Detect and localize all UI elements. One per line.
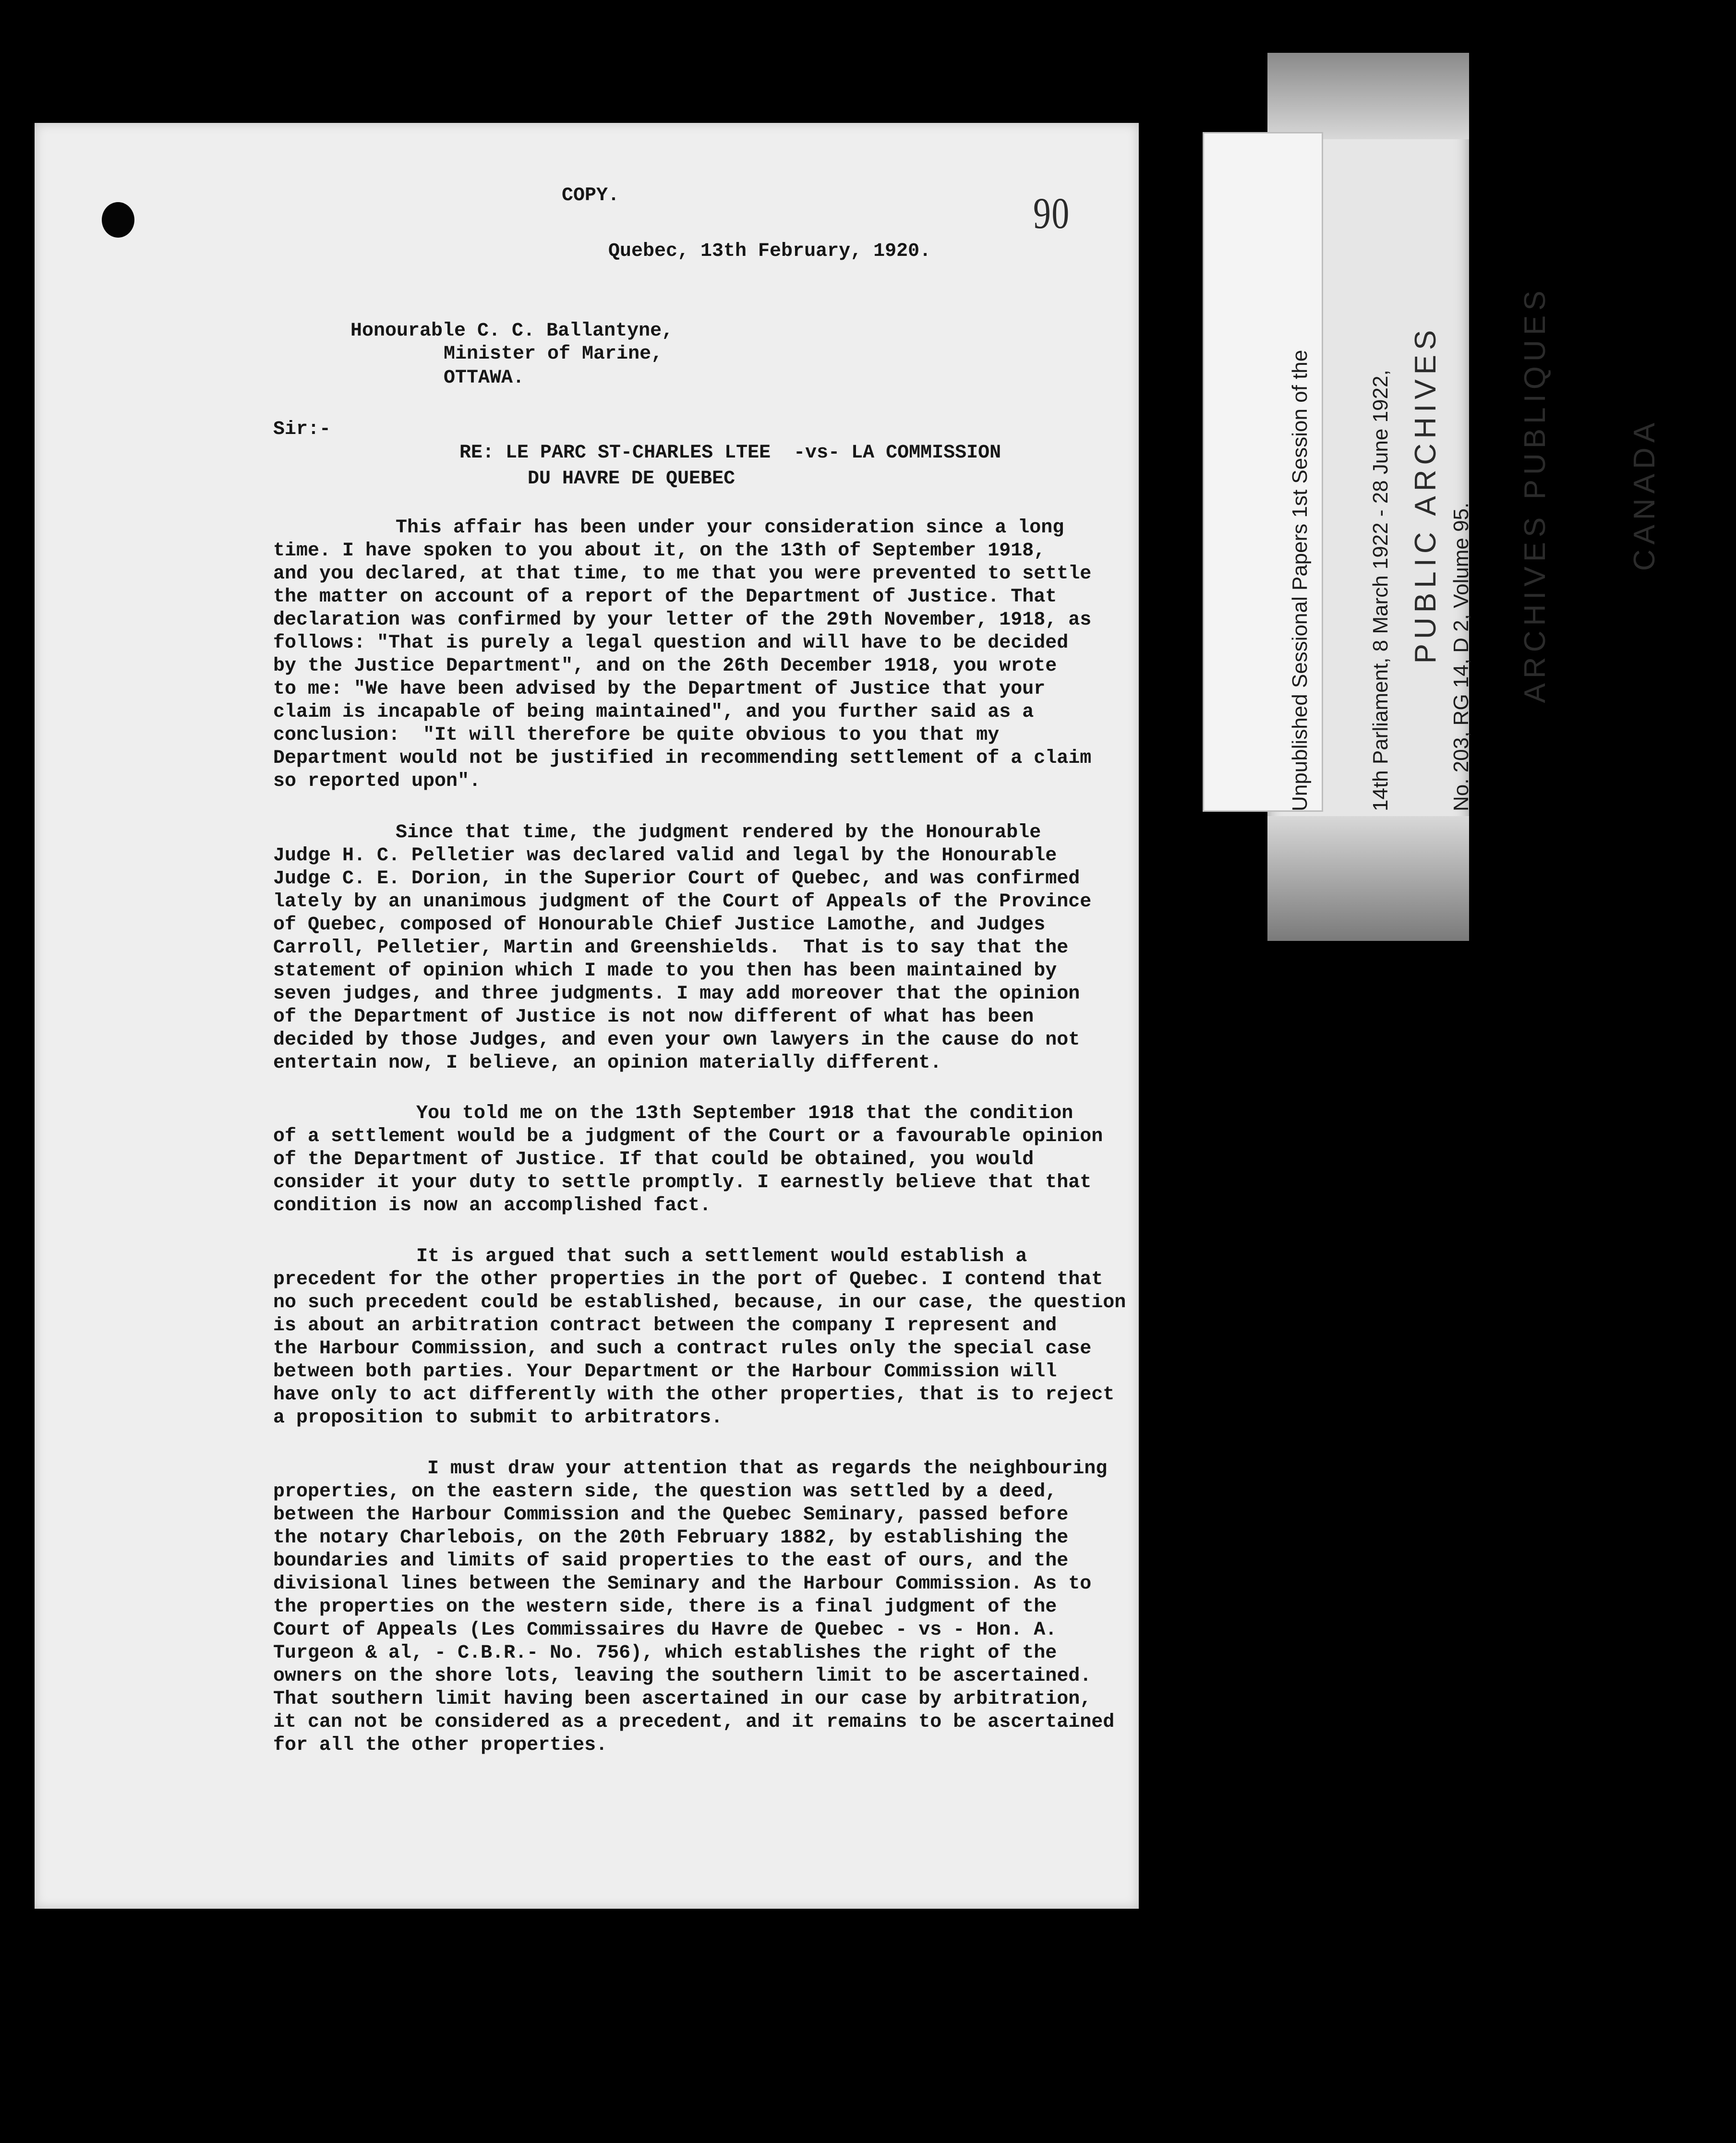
body-line: for all the other properties. (273, 1734, 608, 1756)
body-line: it can not be considered as a precedent, and it remains to be ascertained (273, 1711, 1115, 1733)
body-line: follows: "That is purely a legal question and will have to be decided (273, 632, 1069, 654)
body-line: decided by those Judges, and even your own lawyers in the cause do not (273, 1029, 1080, 1051)
body-line: You told me on the 13th September 1918 that the condition (416, 1103, 1073, 1124)
body-line: lately by an unanimous judgment of the Court of Appeals of the Province (273, 891, 1092, 913)
body-line: time. I have spoken to you about it, on the 13th of September 1918, (273, 540, 1046, 562)
body-line: Court of Appeals (Les Commissaires du Havre de Quebec - vs - Hon. A. (273, 1619, 1057, 1641)
body-line: claim is incapable of being maintained", and you further said as a (273, 701, 1034, 723)
letter-page (35, 123, 1139, 1909)
body-line: owners on the shore lots, leaving the southern limit to be ascertained. (273, 1665, 1092, 1687)
body-line: no such precedent could be established, because, in our case, the question (273, 1292, 1126, 1313)
body-line: It is argued that such a settlement would establish a (416, 1246, 1027, 1267)
addressee-line: OTTAWA. (444, 367, 525, 389)
body-line: seven judges, and three judgments. I may add moreover that the opinion (273, 983, 1080, 1005)
body-line: to me: "We have been advised by the Department of Justice that your (273, 678, 1046, 700)
body-line: is about an arbitration contract between the company I represent and (273, 1315, 1057, 1336)
body-line: divisional lines between the Seminary and the Harbour Commission. As to (273, 1573, 1092, 1595)
archives-stamp (1335, 278, 1736, 710)
body-line: of Quebec, composed of Honourable Chief Justice Lamothe, and Judges (273, 914, 1046, 936)
body-line: precedent for the other properties in the port of Quebec. I contend that (273, 1269, 1103, 1290)
body-line: Judge C. E. Dorion, in the Superior Court of Quebec, and was confirmed (273, 868, 1080, 890)
strip-shadow-bottom (1267, 816, 1469, 941)
body-line: boundaries and limits of said properties to the east of ours, and the (273, 1550, 1069, 1572)
punch-hole (102, 202, 134, 238)
body-line: the notary Charlebois, on the 20th February 1882, by establishing the (273, 1527, 1069, 1549)
body-line: Turgeon & al, - C.B.R.- No. 756), which establishes the right of the (273, 1642, 1057, 1664)
addressee-line: Honourable C. C. Ballantyne, (350, 320, 674, 342)
addressee-line: Minister of Marine, (444, 343, 663, 365)
body-line: of the Department of Justice is not now different of what has been (273, 1006, 1034, 1028)
body-line: between both parties. Your Department or the Harbour Commission will (273, 1361, 1057, 1383)
strip-shadow-top (1267, 53, 1469, 139)
body-line: by the Justice Department", and on the 26th December 1918, you wrote (273, 655, 1057, 677)
citation-line: 14th Parliament, 8 March 1922 - 28 June 1922, (1369, 370, 1392, 811)
body-line: a proposition to submit to arbitrators. (273, 1407, 723, 1429)
body-line: between the Harbour Commission and the Quebec Seminary, passed before (273, 1504, 1069, 1526)
body-line: so reported upon". (273, 771, 481, 792)
body-line: the Harbour Commission, and such a contract rules only the special case (273, 1338, 1092, 1360)
body-line: and you declared, at that time, to me that you were prevented to settle (273, 563, 1092, 585)
body-line: conclusion: "It will therefore be quite obvious to you that my (273, 724, 1000, 746)
subject-line: DU HAVRE DE QUEBEC (528, 468, 735, 490)
body-line: Judge H. C. Pelletier was declared valid and legal by the Honourable (273, 845, 1057, 867)
body-line: statement of opinion which I made to you then has been maintained by (273, 960, 1057, 982)
body-line: I must draw your attention that as regards the neighbouring (427, 1458, 1108, 1480)
body-line: entertain now, I believe, an opinion materially different. (273, 1052, 942, 1074)
body-line: declaration was confirmed by your letter of the 29th November, 1918, as (273, 609, 1092, 631)
body-line: condition is now an accomplished fact. (273, 1195, 711, 1216)
stamp-line: CANADA (1628, 418, 1661, 571)
body-line: of a settlement would be a judgment of the Court or a favourable opinion (273, 1126, 1103, 1147)
copy-heading: COPY. (562, 185, 620, 206)
body-line: properties, on the eastern side, the question was settled by a deed, (273, 1481, 1057, 1503)
body-line: This affair has been under your consideration since a long (396, 517, 1064, 539)
subject-line: RE: LE PARC ST-CHARLES LTEE -vs- LA COMMISSION (459, 442, 1001, 464)
body-line: Since that time, the judgment rendered by the Honourable (396, 822, 1041, 843)
salutation: Sir:- (273, 419, 331, 440)
body-line: Carroll, Pelletier, Martin and Greenshields. That is to say that the (273, 937, 1069, 959)
body-line: That southern limit having been ascertained in our case by arbitration, (273, 1688, 1092, 1710)
page-number: 90 (1033, 189, 1070, 238)
body-line: the matter on account of a report of the Department of Justice. That (273, 586, 1057, 608)
stamp-line: ARCHIVES PUBLIQUES (1519, 286, 1552, 703)
body-line: of the Department of Justice. If that could be obtained, you would (273, 1149, 1034, 1170)
citation-line: Unpublished Sessional Papers 1st Session of the (1288, 349, 1312, 811)
body-line: Department would not be justified in recommending settlement of a claim (273, 747, 1092, 769)
stamp-line: PUBLIC ARCHIVES (1409, 325, 1442, 664)
body-line: the properties on the western side, there is a final judgment of the (273, 1596, 1057, 1618)
body-line: consider it your duty to settle promptly. I earnestly believe that that (273, 1172, 1092, 1193)
body-line: have only to act differently with the other properties, that is to reject (273, 1384, 1115, 1406)
citation-line: No. 203, RG 14, D 2, Volume 95. (1449, 502, 1473, 811)
date-line: Quebec, 13th February, 1920. (608, 241, 931, 262)
